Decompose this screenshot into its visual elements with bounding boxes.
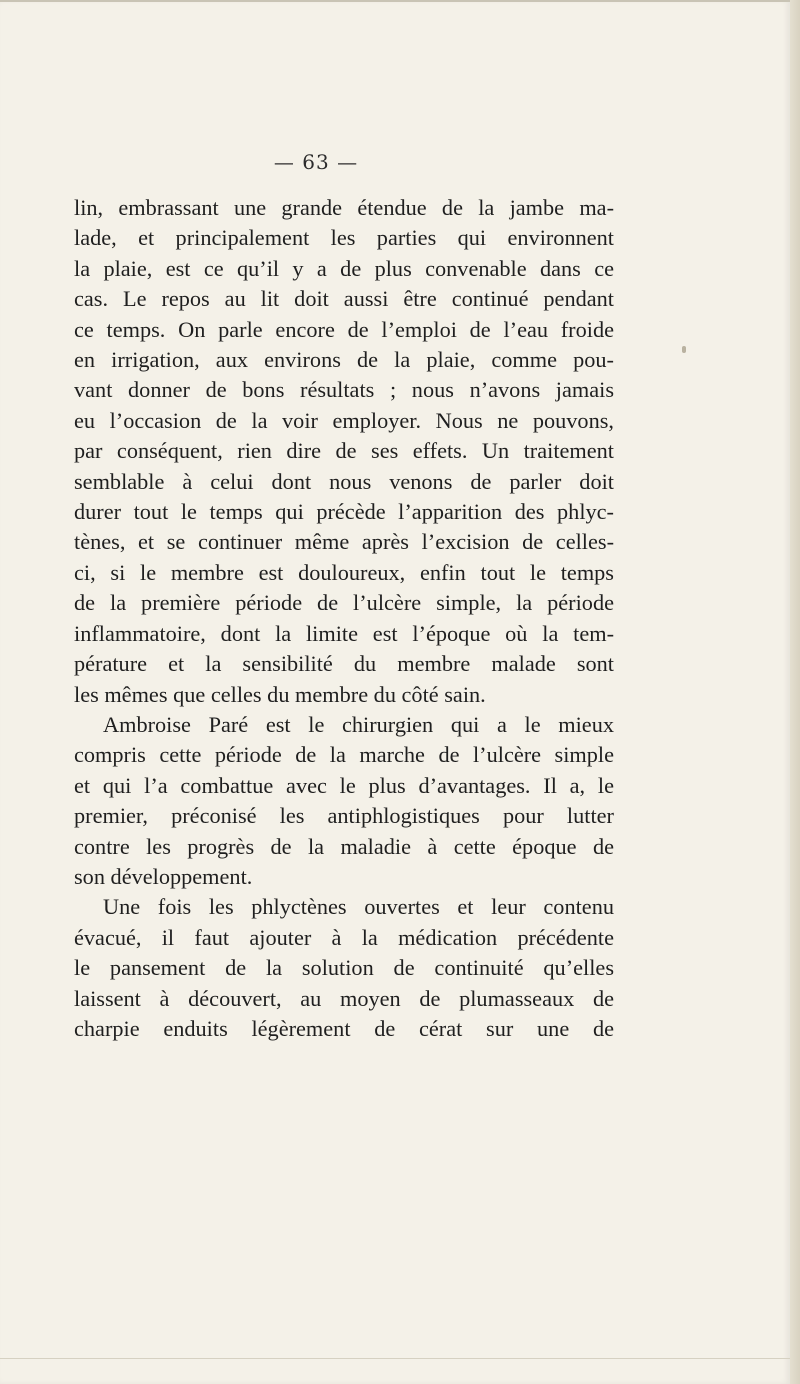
text-line: cas. Le repos au lit doit aussi être continué pendant [74, 286, 614, 312]
text-line: ce temps. On parle encore de l’emploi de l’eau froide [74, 316, 614, 342]
text-line: le pansement de la solution de continuité qu’elles [74, 955, 614, 981]
text-line: Une fois les phlyctènes ouvertes et leur contenu [103, 894, 614, 920]
text-line: en irrigation, aux environs de la plaie, comme pou- [74, 347, 614, 373]
text-line: Ambroise Paré est le chirurgien qui a le mieux [103, 711, 614, 737]
text-line: les mêmes que celles du membre du côté sain. [74, 681, 486, 707]
margin-mark [682, 346, 686, 353]
text-line: vant donner de bons résultats ; nous n’avons jamais [74, 377, 614, 403]
text-line: laissent à découvert, au moyen de plumasseaux de [74, 985, 614, 1011]
text-line: inflammatoire, dont la limite est l’époque où la tem- [74, 620, 614, 646]
text-line: de la première période de l’ulcère simple, la période [74, 590, 614, 616]
text-line: ci, si le membre est douloureux, enfin tout le temps [74, 559, 614, 585]
bottom-rule [0, 1358, 790, 1359]
text-line: et qui l’a combattue avec le plus d’avantages. Il a, le [74, 772, 614, 798]
text-line: pérature et la sensibilité du membre malade sont [74, 651, 614, 677]
text-line: eu l’occasion de la voir employer. Nous ne pouvons, [74, 407, 614, 433]
text-line: compris cette période de la marche de l’ulcère simple [74, 742, 614, 768]
text-line: contre les progrès de la maladie à cette époque de [74, 833, 614, 859]
text-line: durer tout le temps qui précède l’apparition des phlyc- [74, 499, 614, 525]
text-line: évacué, il faut ajouter à la médication précédente [74, 924, 614, 950]
body-text [74, 193, 614, 1044]
text-line: semblable à celui dont nous venons de parler doit [74, 468, 614, 494]
text-line: premier, préconisé les antiphlogistiques pour lutter [74, 803, 614, 829]
page-number: — 63 — [273, 150, 359, 174]
text-line: par conséquent, rien dire de ses effets. Un traitement [74, 438, 614, 464]
page-edge [790, 0, 800, 1384]
text-line: charpie enduits légèrement de cérat sur une de [74, 1015, 614, 1041]
text-line: son développement. [74, 863, 253, 889]
text-line: lin, embrassant une grande étendue de la jambe ma- [74, 195, 614, 220]
text-line: la plaie, est ce qu’il y a de plus convenable dans ce [74, 255, 614, 281]
text-line: tènes, et se continuer même après l’excision de celles- [74, 529, 614, 555]
top-rule [0, 0, 790, 2]
text-line: lade, et principalement les parties qui environnent [74, 225, 614, 251]
